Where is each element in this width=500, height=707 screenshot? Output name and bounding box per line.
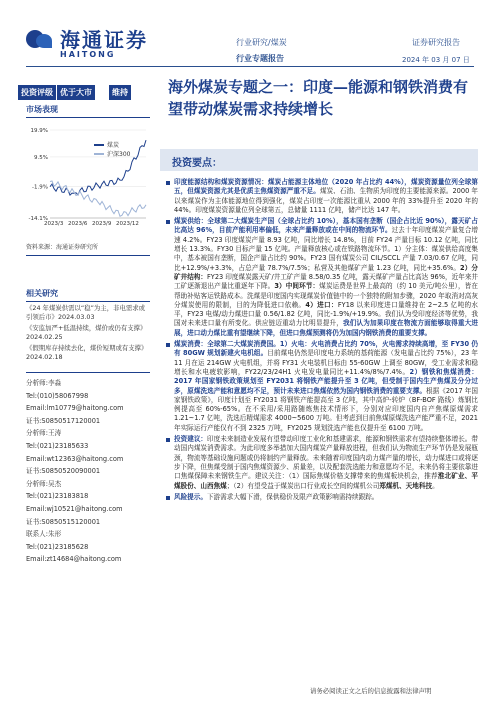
p5-text: 下游需求大幅下滑，保供稳价及限产政策影响需持续跟踪。 — [206, 492, 379, 501]
footer-disclaimer: 请务必阅读正文之后的信息披露和法律声明 — [310, 687, 432, 695]
analyst-line: 联系人:朱形 — [26, 530, 62, 539]
related-item[interactable]: 《24 年煤炭供需以“稳”为主，非电需求或引领后市》2024.03.03 — [26, 304, 146, 321]
analyst-line: 证书:S0850520090001 — [26, 467, 101, 476]
chart-legend — [94, 140, 130, 158]
rating-label: 投资评级 — [18, 85, 56, 100]
p2-b4: 4）进口： — [305, 300, 338, 309]
p4-lead: 投资建议： — [174, 435, 208, 444]
analyst-list — [26, 372, 150, 566]
analyst-line: Tel:(021)23185633 — [26, 441, 89, 450]
key-points-label: 投资要点： — [172, 158, 222, 169]
analyst-line: 证书:S0850515120001 — [26, 517, 101, 526]
analyst-email[interactable]: Email:wt12363@haitong.com — [26, 454, 124, 463]
left-column — [26, 104, 150, 566]
report-category: 行业研究/煤炭 — [236, 38, 287, 47]
analyst-email[interactable]: Email:zt14684@haitong.com — [26, 555, 122, 564]
report-type: 行业专题报告 — [236, 54, 284, 63]
p4-b2: 淮北矿业、平煤股份、山西焦煤 — [174, 472, 478, 490]
logo-en-text: HAITONG — [60, 50, 116, 59]
analyst-line: 分析师:吴杰 — [26, 479, 62, 488]
analyst-email[interactable]: Email:lm10779@haitong.com — [26, 404, 124, 413]
analyst-line: 证书:S0850517120001 — [26, 416, 101, 425]
market-chart-svg — [26, 122, 150, 232]
y-tick-label: -1.9% — [32, 184, 48, 191]
rating-bar — [18, 84, 148, 100]
y-tick-label: -14.1% — [28, 216, 48, 222]
analyst-line: 分析师:王涛 — [26, 429, 62, 438]
haitong-logo — [26, 28, 148, 59]
header-divider — [26, 66, 474, 67]
p2-t2: FY23 印度煤炭露天矿/井工矿产量 8.58/0.35 亿吨，露天煤矿产量占比高达 96%，近年来井工矿逐渐退出产量比重逐年下降。 — [174, 272, 479, 291]
p2-b3: 3）中间环节： — [274, 282, 320, 291]
p1-text: 煤炭、石油、生物质为印度的主要能源来源。2000 年以来煤炭作为主体能源地位得到强化，煤炭占印度一次能源比重从 2000 年的 33%提升至 2020 年的 44%。印度煤炭资源量位列全球第五，总储量 1111 亿吨，储产比达 147 年。 — [174, 187, 478, 214]
p4-b3: 郑煤机、天地科技 — [379, 481, 433, 490]
paragraph-consumption — [166, 340, 478, 433]
related-item[interactable]: 《安监加严+低温持续，煤价或仍有支撑》2024.02.25 — [26, 324, 147, 341]
analyst-line: Tel:(021)23185628 — [26, 542, 89, 551]
p2-t4: FY18 以来印度进口量维持在 2~2.5 亿吨的水平，FY23 电煤/动力煤进口量 0.56/1.82 亿吨，同比-1.9%/+19.9%。 — [174, 300, 478, 319]
p5-lead: 风险提示。 — [174, 492, 207, 501]
related-title: 相关研究 — [26, 288, 150, 302]
report-date: 2024 年 03 月 07 日 — [402, 56, 470, 64]
rating-status: 维持 — [109, 85, 131, 100]
legend-label-hs300: 沪深300 — [107, 151, 131, 158]
y-tick-label: 9.5% — [34, 154, 48, 161]
x-tick-label: 2023/9 — [92, 221, 112, 227]
report-title-block — [168, 76, 478, 120]
report-label: 证券研究报告 — [412, 38, 460, 47]
chart-source: 资料来源：海通证券研究所 — [26, 242, 150, 256]
legend-label-coal: 煤炭 — [107, 142, 120, 149]
p3-t2: 根据《2017 年国家钢铁政策》，印度计划至 FY2031 将钢铁产能提高至 3 亿吨，其中高炉-转炉（BF-BOF 路线）炼钢比例提高至 60%-65%。在不采用/采用路随炼焦技术情形下，分别对应印度国内自产焦煤原煤需求 1.21~1.7 亿吨，洗选后精煤需求 4000~5600 万吨。但考虑到目前焦煤原煤洗选产能严重不足，2021 年实际运行产能仅有不到 2325 万吨，FY2025 规划洗选产能也仅提升至 6100 万吨。 — [174, 386, 478, 432]
market-title: 市场表现 — [26, 104, 150, 118]
x-tick-label: 2023/12 — [116, 221, 139, 227]
p4-t2: ；（2）有望受益于煤炭出口行业成长空间的煤机公司 — [226, 481, 380, 490]
related-item[interactable]: 《假期库存持续去化，煤价短期或有支撑》2024.02.18 — [26, 344, 148, 361]
p3-text: 目前煤电仍然是印度电力系统的基荷能源（发电量占比约 75%），23 年 11 月在运 214GW 火电机组，并将 FY31 火电装机目标由 55-60GW 上调至 80GW，受工业需求和稳增长和水电疲软影响，FY22/23/24H1 火电发电量同比+11.4%/8%/7.4%。 — [174, 349, 479, 376]
p1-lead: 印度能源结构和煤炭资源情况：煤炭占能源主体地位（2020 年占比约 44%），煤炭资源量位列全球第五，但煤炭资源尤其是优质主焦煤资源严重不足。 — [174, 178, 478, 196]
analyst-line: Tel:(010)58067998 — [26, 391, 89, 400]
p2-t3: 煤炭运费是世界上最高的（约 10 美元/吨公里），皆在帮助补贴客运铁路成本。洗煤是印度国内实现煤炭价值链中的一个独特的附加步骤，2020 年取消对高灰分煤炭使用的限制，目的为降低进口依赖。 — [174, 282, 478, 309]
x-tick-label: 2023/3 — [44, 221, 64, 227]
p2-b2: 2）分矿井结构： — [174, 263, 478, 281]
p4-t3: 。 — [432, 481, 439, 490]
haitong-logo-icon — [26, 28, 56, 52]
report-header — [0, 0, 500, 70]
market-chart — [26, 122, 150, 240]
p2-b5: 我们认为加果印度在物流方面能够取得重大进展，进口动力煤比重有望继续下降，但进口焦煤预测将仍为加国内钢铁消费的重要支撑。 — [174, 319, 479, 337]
report-title: 海外煤炭专题之一：印度—能源和钢铁消费有望带动煤炭需求持续增长 — [168, 78, 469, 118]
p2-text: 过去十年印度煤炭产量复合增速 4.2%。FY23 印度煤炭产量 8.93 亿吨，同比增长 14.8%，目前 FY24 产量目标 10.12 亿吨，同比增长 13.3%。FY30 目标产量 15 亿吨。产量释放核心或在铁路物流环节。1）分主体：煤炭供给高度集中，基本被国有垄断，国企产量占比约 90%。FY23 国有煤炭公司 CIL/SCCL 产量 7.03/0.67 亿吨，同比+12.9%/+3.3%，占总产量 78.7%/7.5%；私营及其他煤矿产量 1.23 亿吨，同比+35.6%。 — [174, 226, 479, 272]
p3-lead: 煤炭消费：全球第二大煤炭消费国。1）火电：火电消费占比约 70%，火电需求持续高增，至 FY30 仍有 80GW 规划新建火电机组。 — [174, 340, 478, 358]
p3-b2: 2）钢铁和焦煤消费：2017 年国家钢铁政策规划至 FY2031 将钢铁产能提升至 3 亿吨，但受制于国内生产焦煤及分分过多，原煤洗选产能和意愿均不足，预计未来进口焦煤依然为国内钢铁消费的重要支撑。 — [174, 367, 478, 395]
rating-value: 优于大市 — [56, 85, 95, 100]
p2-lead: 煤炭供给：全球第二大煤炭生产国（全球占比约 10%），基本国有垄断（国企占比近 90%），露天矿占比高达 96%，目前产能利用率偏低，未来产量释放或在中间的物流环节。 — [174, 217, 478, 235]
analyst-line: Tel:(021)23183818 — [26, 492, 89, 501]
p2-t5: 我们认为受印度经济等优势，我国对未来进口量有所变化。供应链迈重动力比明显提升， — [174, 310, 479, 328]
report-body — [166, 178, 478, 504]
paragraph-energy — [166, 178, 478, 215]
x-tick-label: 2023/6 — [68, 221, 88, 227]
paragraph-risk — [166, 493, 478, 502]
paragraph-supply — [166, 217, 478, 338]
paragraph-investment — [166, 435, 478, 491]
y-tick-label: 19.9% — [30, 128, 48, 134]
legend-item-coal — [94, 140, 130, 149]
legend-item-hs300 — [94, 149, 130, 158]
analyst-email[interactable]: Email:wj10521@haitong.com — [26, 504, 123, 513]
analyst-line: 分析师:李淼 — [26, 379, 62, 387]
logo-cn-text: 海通证券 — [60, 28, 148, 52]
p4-text: 印度未来制造业发展有望带动印度工业化和基建需求，能源和钢铁需求有望持续整体增长。带动国内煤炭消费需求。为此印度多举措加大国内煤炭产量释放进程，但我们认为物流生产环节仍是发展瓶颈，物流等基础设施问题或仍将制约产量释放。未来随着印度国内动力煤产量的增长，动力煤进口或将逐步下降，但焦煤受制于国内焦煤资源少、质量差，以及配套洗选能力和意愿均不足，未来仍将主要依靠进口焦煤保障未来钢铁生产。建议关注：（1）国际焦煤价格支撑带来的焦煤板块机会，推荐 — [174, 435, 478, 481]
